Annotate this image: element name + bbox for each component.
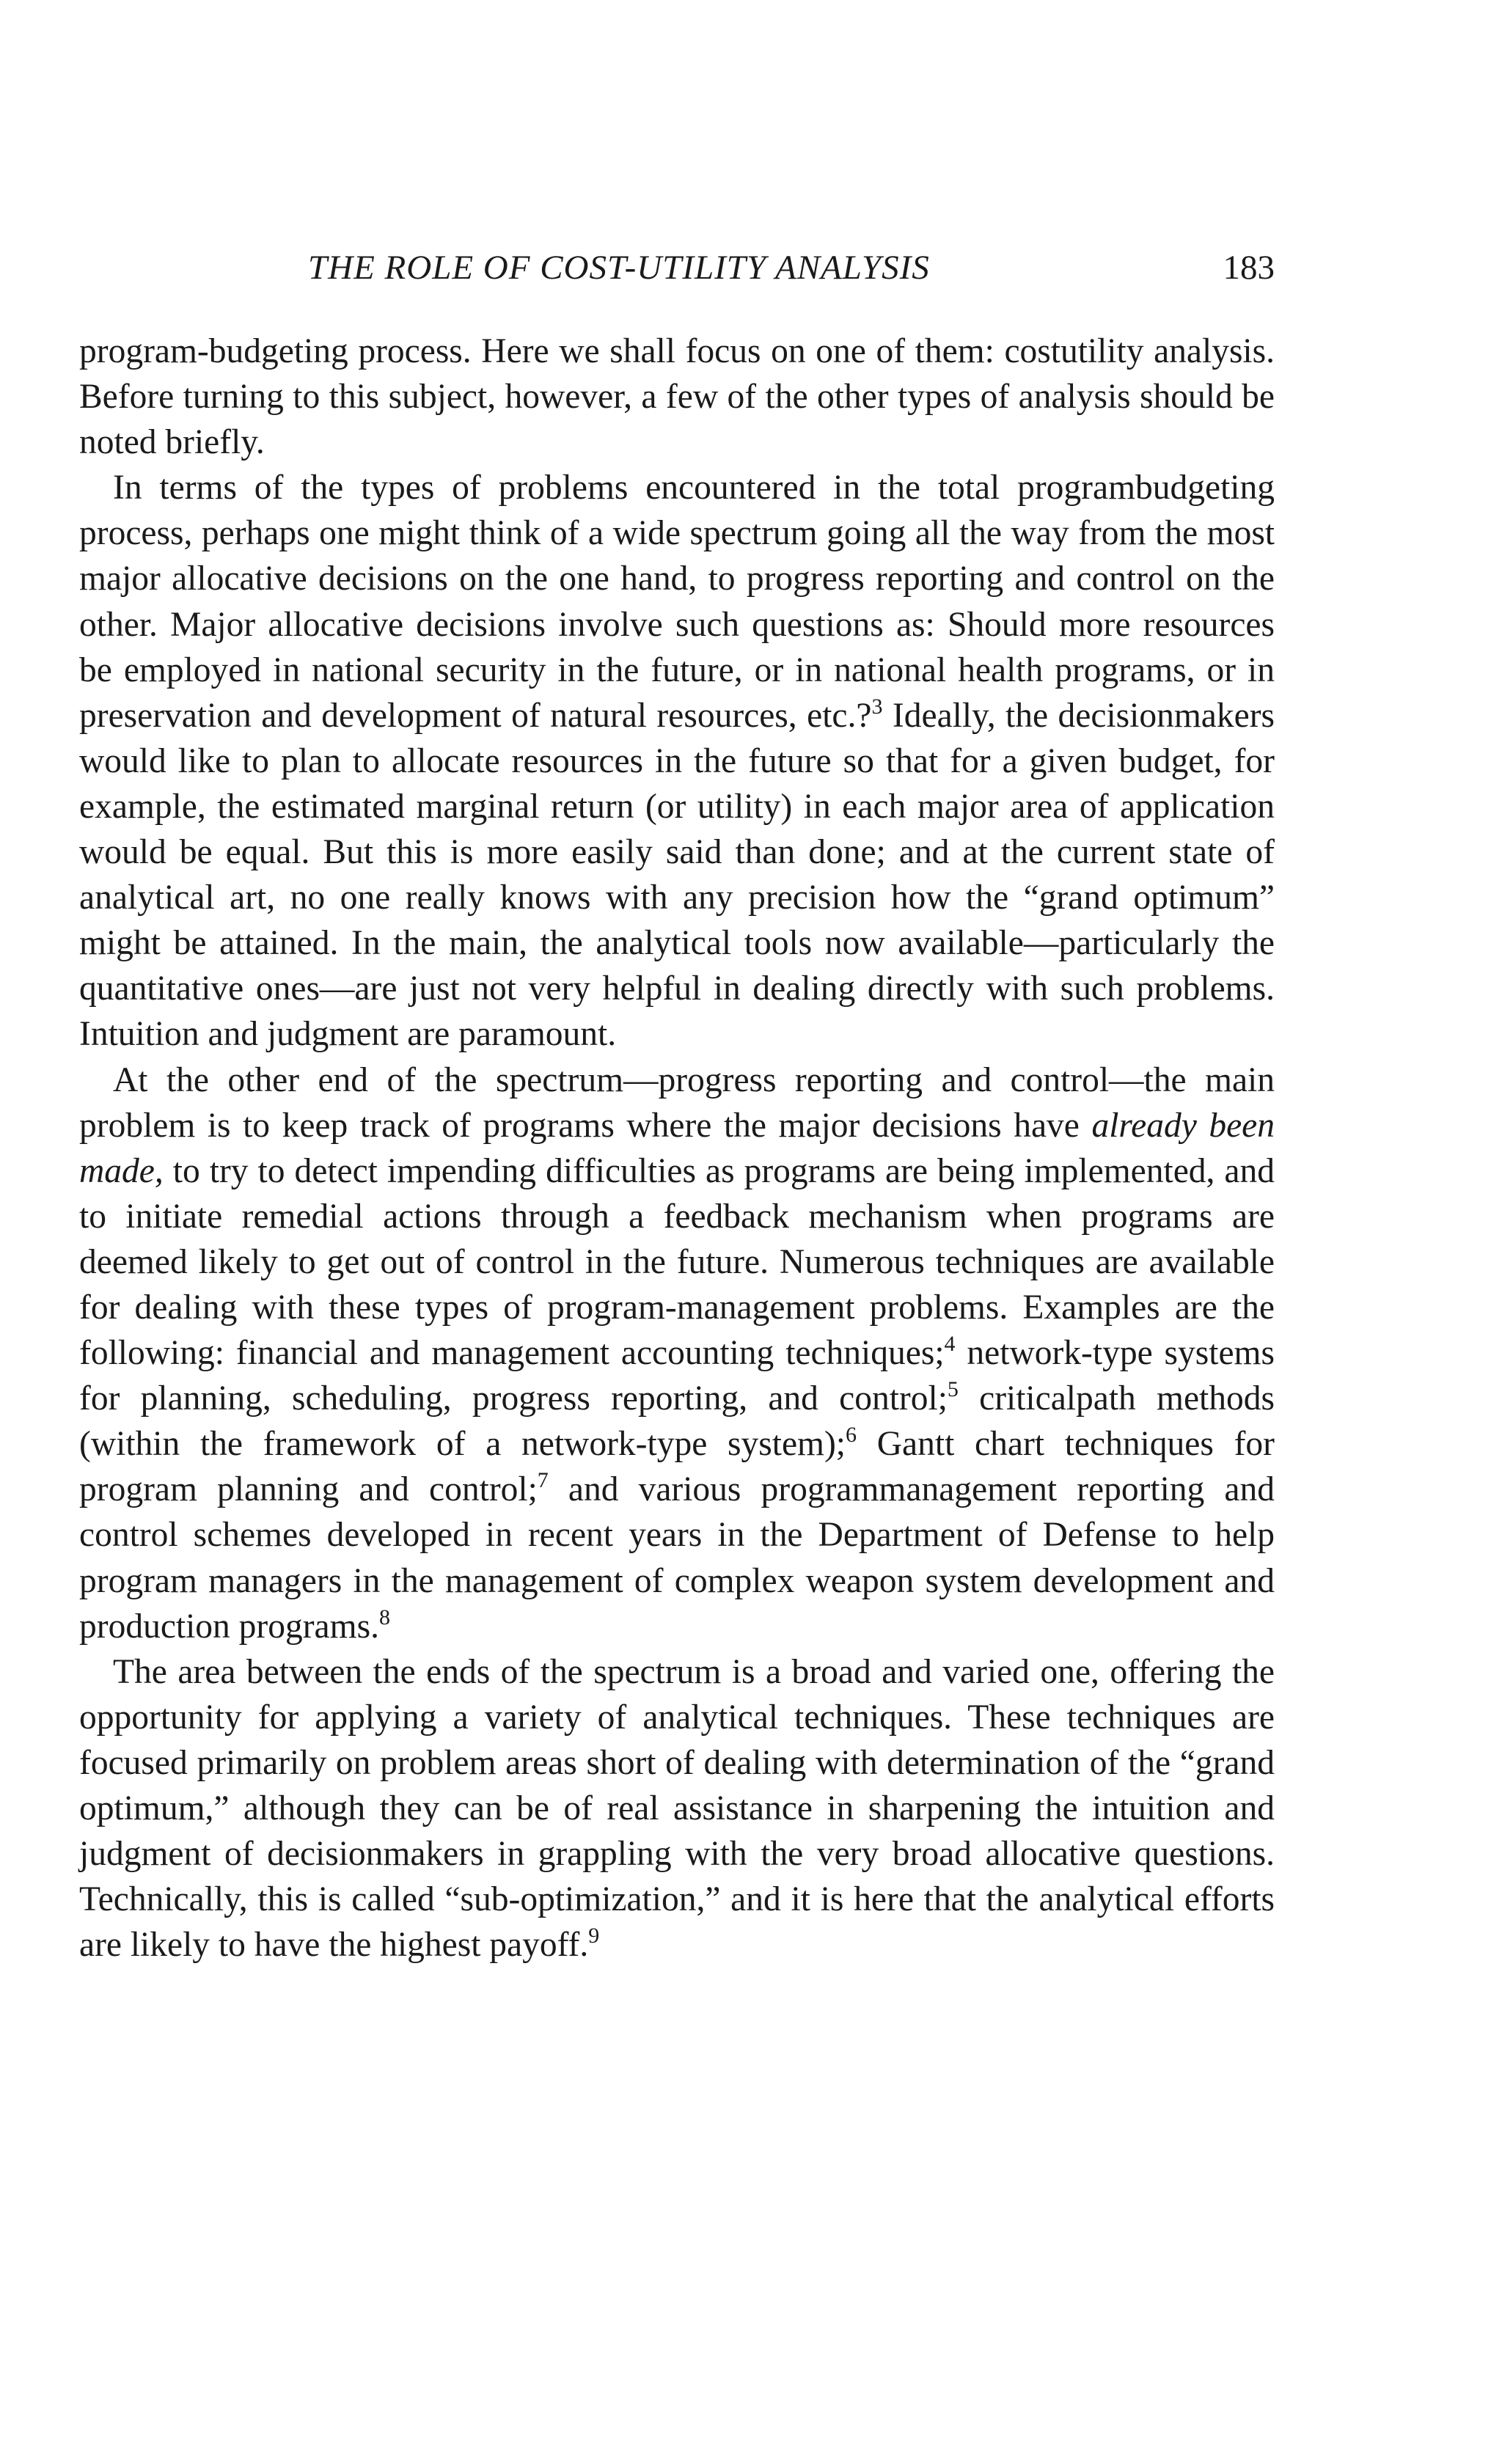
page-number: 183 <box>1223 249 1275 287</box>
footnote-ref: 9 <box>588 1924 600 1948</box>
body-text <box>79 329 1275 1968</box>
text-run: Gantt chart techniques for program planning and control; <box>79 1425 1275 1509</box>
running-head <box>79 248 1275 292</box>
text-run: In terms of the types of problems encountered in the total programbudgeting process, perhaps one might think of a wide spectrum going all the way from the most major allocative decisions on the one hand, to progress reporting and control on the other. Major allocative decisions involve such questions as: Should more resources be employed in national security in the future, or in national health programs, or in preservation and development of natural resources, etc.? <box>79 469 1275 735</box>
footnote-ref: 5 <box>947 1377 959 1402</box>
text-run: and various programmanagement reporting and control schemes developed in recent years in the Department of Defense to help program managers in the management of complex weapon system development and production programs. <box>79 1470 1275 1646</box>
text-run: At the other end of the spectrum—progress reporting and control—the main problem is to keep track of programs where the major decisions have <box>79 1060 1275 1145</box>
text-run: program-budgeting process. Here we shall focus on one of them: costutility analysis. Before turning to this subject, however, a few of the other types of analysis should be noted briefly. <box>79 332 1275 462</box>
footnote-ref: 3 <box>871 694 883 719</box>
paragraph <box>79 1057 1275 1649</box>
footnote-ref: 7 <box>537 1468 549 1493</box>
paragraph <box>79 329 1275 465</box>
text-run: criticalpath methods (within the framework of a network-type system); <box>79 1379 1275 1464</box>
text-run: network-type systems for planning, scheduling, progress reporting, and control; <box>79 1334 1275 1418</box>
running-title: THE ROLE OF COST-UTILITY ANALYSIS <box>308 249 930 287</box>
footnote-ref: 6 <box>846 1423 857 1448</box>
footnote-ref: 4 <box>944 1332 956 1357</box>
paragraph <box>79 465 1275 1057</box>
text-run: The area between the ends of the spectrum is a broad and varied one, offering the opportunity for applying a variety of analytical techniques. These techniques are focused primarily on problem areas short of dealing with determination of the “grand optimum,” although they can be of real assistance in sharpening the intuition and judgment of decisionmakers in grappling with the very broad allocative questions. Technically, this is called “sub-optimization,” and it is here that the analytical efforts are likely to have the highest payoff. <box>79 1652 1275 1965</box>
footnote-ref: 8 <box>378 1605 390 1629</box>
italic-run: already been made, <box>79 1106 1275 1190</box>
paragraph <box>79 1649 1275 1968</box>
text-run: to try to detect impending difficulties as programs are being implemented, and to initiate remedial actions through a feedback mechanism when programs are deemed likely to get out of control in the future. Numerous techniques are available for dealing with these types of program-management problems. Examples are the following: financial and management accounting techniques; <box>79 1151 1275 1373</box>
text-run: Ideally, the decisionmakers would like to plan to allocate resources in the future so that for a given budget, for example, the estimated marginal return (or utility) in each major area of application would be equal. But this is more easily said than done; and at the current state of analytical art, no one really knows with any precision how the “grand optimum” might be attained. In the main, the analytical tools now available—particularly the quantitative ones—are just not very helpful in dealing directly with such problems. Intuition and judgment are paramount. <box>79 696 1275 1054</box>
